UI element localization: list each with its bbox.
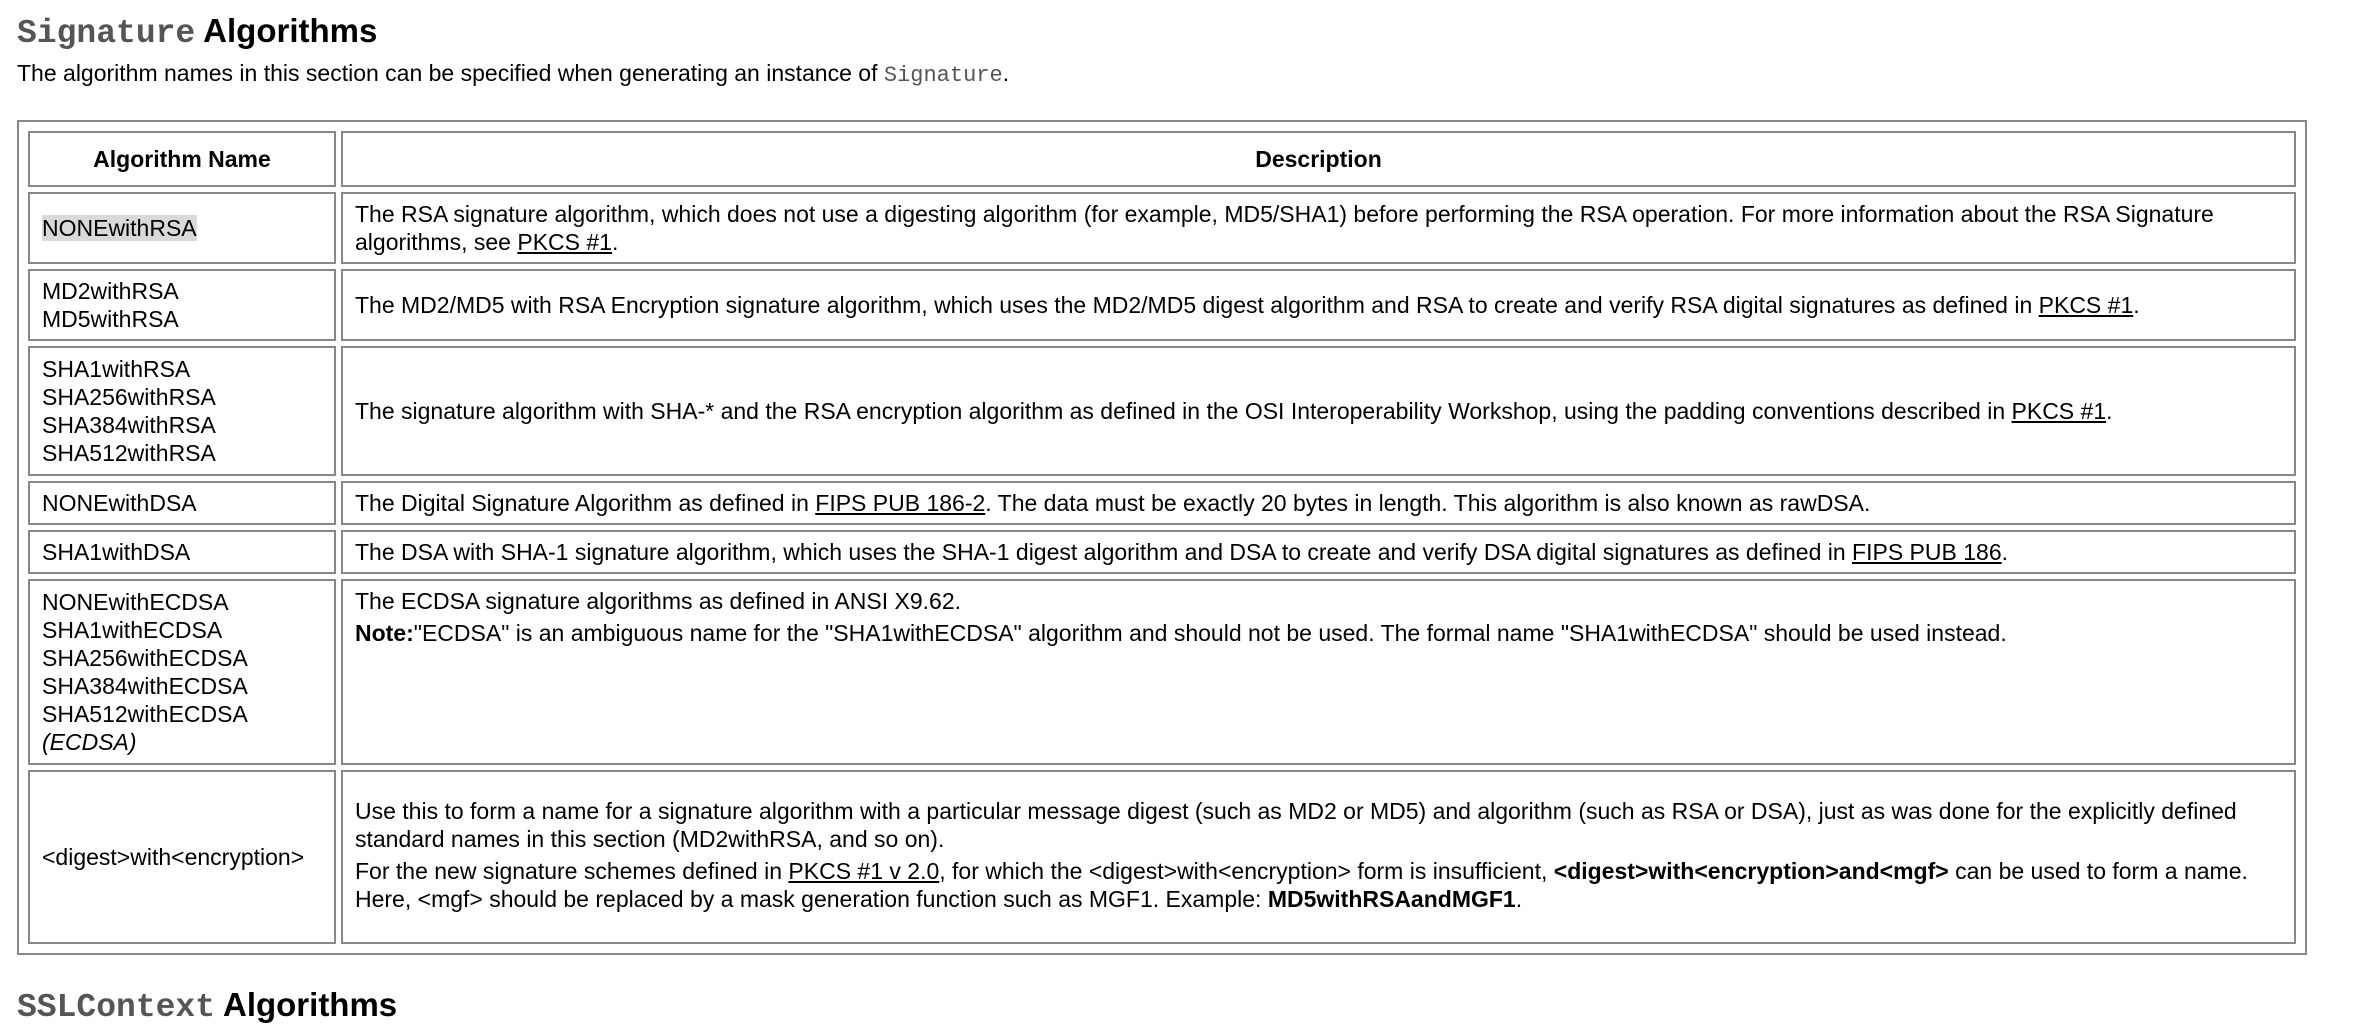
description-cell <box>341 346 2296 476</box>
para2-pre: For the new signature schemes defined in <box>355 858 789 884</box>
description-cell <box>341 269 2296 341</box>
algorithm-name: NONEwithECDSA <box>42 589 229 615</box>
algorithm-name-cell <box>28 346 336 476</box>
header-description: Description <box>341 131 2296 187</box>
para2-bold: <digest>with<encryption>and<mgf> <box>1553 858 1949 884</box>
algorithm-name-cell <box>28 269 336 341</box>
intro-end: . <box>1002 60 1010 86</box>
description-end: . <box>2106 398 2113 424</box>
description-cell <box>341 530 2296 574</box>
table-row <box>28 530 2296 574</box>
algorithm-name: SHA256withECDSA <box>42 645 248 671</box>
table-header-row <box>28 131 2296 187</box>
algorithm-name-cell <box>28 481 336 525</box>
algorithms-table-wrapper <box>17 120 2307 955</box>
description-cell <box>341 770 2296 944</box>
description-text: Use this to form a name for a signature algorithm with a particular message digest (such as MD2 or MD5) and algorithm (such as RSA or DSA), just as was done for the explicitly defined standard names in this section (MD2withRSA, and so on). <box>355 798 2237 852</box>
algorithm-name: SHA512withECDSA <box>42 701 248 727</box>
description-text: The MD2/MD5 with RSA Encryption signature algorithm, which uses the MD2/MD5 digest algorithm and RSA to create and verify RSA digital signatures as defined in <box>355 292 2039 318</box>
description-text <box>355 857 2282 913</box>
pkcs1-link[interactable]: PKCS #1 <box>517 229 612 255</box>
table-row <box>28 192 2296 264</box>
table-row <box>28 346 2296 476</box>
description-note <box>355 619 2282 647</box>
header-algorithm-name: Algorithm Name <box>28 131 336 187</box>
algorithm-name: SHA512withRSA <box>42 440 216 466</box>
description-text: The ECDSA signature algorithms as defined in ANSI X9.62. <box>355 588 961 614</box>
description-text: The RSA signature algorithm, which does not use a digesting algorithm (for example, MD5/SHA1) before performing the RSA operation. For more information about the RSA Signature algorithms, see <box>355 201 2214 255</box>
signature-algorithms-table <box>23 126 2301 949</box>
para2-end: . <box>1515 886 1523 912</box>
algorithm-name: <digest>with<encryption> <box>42 844 305 870</box>
section-title-rest: Algorithms <box>195 12 378 49</box>
description-cell <box>341 481 2296 525</box>
algorithm-name: NONEwithRSA <box>42 215 197 241</box>
algorithm-name: SHA1withRSA <box>42 356 191 382</box>
description-text: The signature algorithm with SHA-* and the RSA encryption algorithm as defined in the OSI Interoperability Workshop, using the padding conventions described in <box>355 398 2012 424</box>
section-title-code: Signature <box>17 15 196 52</box>
pkcs1-link[interactable]: PKCS #1 <box>2038 292 2134 318</box>
note-label: Note: <box>355 620 414 646</box>
description-text: The DSA with SHA-1 signature algorithm, which uses the SHA-1 digest algorithm and DSA to create and verify DSA digital signatures as defined in <box>355 539 1853 565</box>
algorithm-name: SHA1withECDSA <box>42 617 223 643</box>
algorithm-name: SHA1withDSA <box>42 539 191 565</box>
pkcs1-link[interactable]: PKCS #1 <box>2011 398 2107 424</box>
table-row <box>28 770 2296 944</box>
description-text: The Digital Signature Algorithm as defined in <box>355 490 816 516</box>
description-end: . <box>2001 539 2009 565</box>
algorithm-name: SHA256withRSA <box>42 384 216 410</box>
section-intro <box>17 58 2337 91</box>
description-end: . The data must be exactly 20 bytes in length. This algorithm is also known as rawDSA. <box>985 490 1871 516</box>
description-cell <box>341 192 2296 264</box>
fips-186-link[interactable]: FIPS PUB 186 <box>1852 539 2002 565</box>
next-section-title-rest: Algorithms <box>215 986 398 1023</box>
algorithm-name-cell <box>28 770 336 944</box>
algorithm-name: SHA384withECDSA <box>42 673 248 699</box>
section-title <box>17 0 2337 54</box>
intro-code: Signature <box>883 63 1003 88</box>
para2-mid: , for which the <digest>with<encryption> form is insufficient, <box>939 858 1554 884</box>
page <box>17 0 2337 1026</box>
intro-text: The algorithm names in this section can be specified when generating an instance of <box>17 60 884 86</box>
next-section-title <box>17 985 397 1028</box>
next-section-title-code: SSLContext <box>17 989 216 1026</box>
algorithm-name: NONEwithDSA <box>42 490 197 516</box>
algorithm-name-cell <box>28 192 336 264</box>
algorithm-name-cell <box>28 579 336 765</box>
algorithm-name: SHA384withRSA <box>42 412 216 438</box>
table-row <box>28 481 2296 525</box>
algorithm-name: MD5withRSA <box>42 306 179 332</box>
algorithm-name-cell <box>28 530 336 574</box>
fips-186-2-link[interactable]: FIPS PUB 186-2 <box>815 490 986 516</box>
pkcs1-v2-link[interactable]: PKCS #1 v 2.0 <box>788 858 940 884</box>
description-cell <box>341 579 2296 765</box>
table-row <box>28 579 2296 765</box>
algorithm-alias: (ECDSA) <box>42 729 137 755</box>
description-end: . <box>611 229 619 255</box>
table-row <box>28 269 2296 341</box>
note-text: "ECDSA" is an ambiguous name for the "SHA1withECDSA" algorithm and should not be used. The formal name "SHA1withECDSA" should be used instead. <box>413 620 2007 646</box>
para2-example: MD5withRSAandMGF1 <box>1267 886 1516 912</box>
description-end: . <box>2133 292 2140 318</box>
para2-mid2: can be used to form a name. Here, <mgf> should be replaced by a mask generation function such as MGF1. Example: <box>355 858 2248 912</box>
algorithm-name: MD2withRSA <box>42 278 179 304</box>
